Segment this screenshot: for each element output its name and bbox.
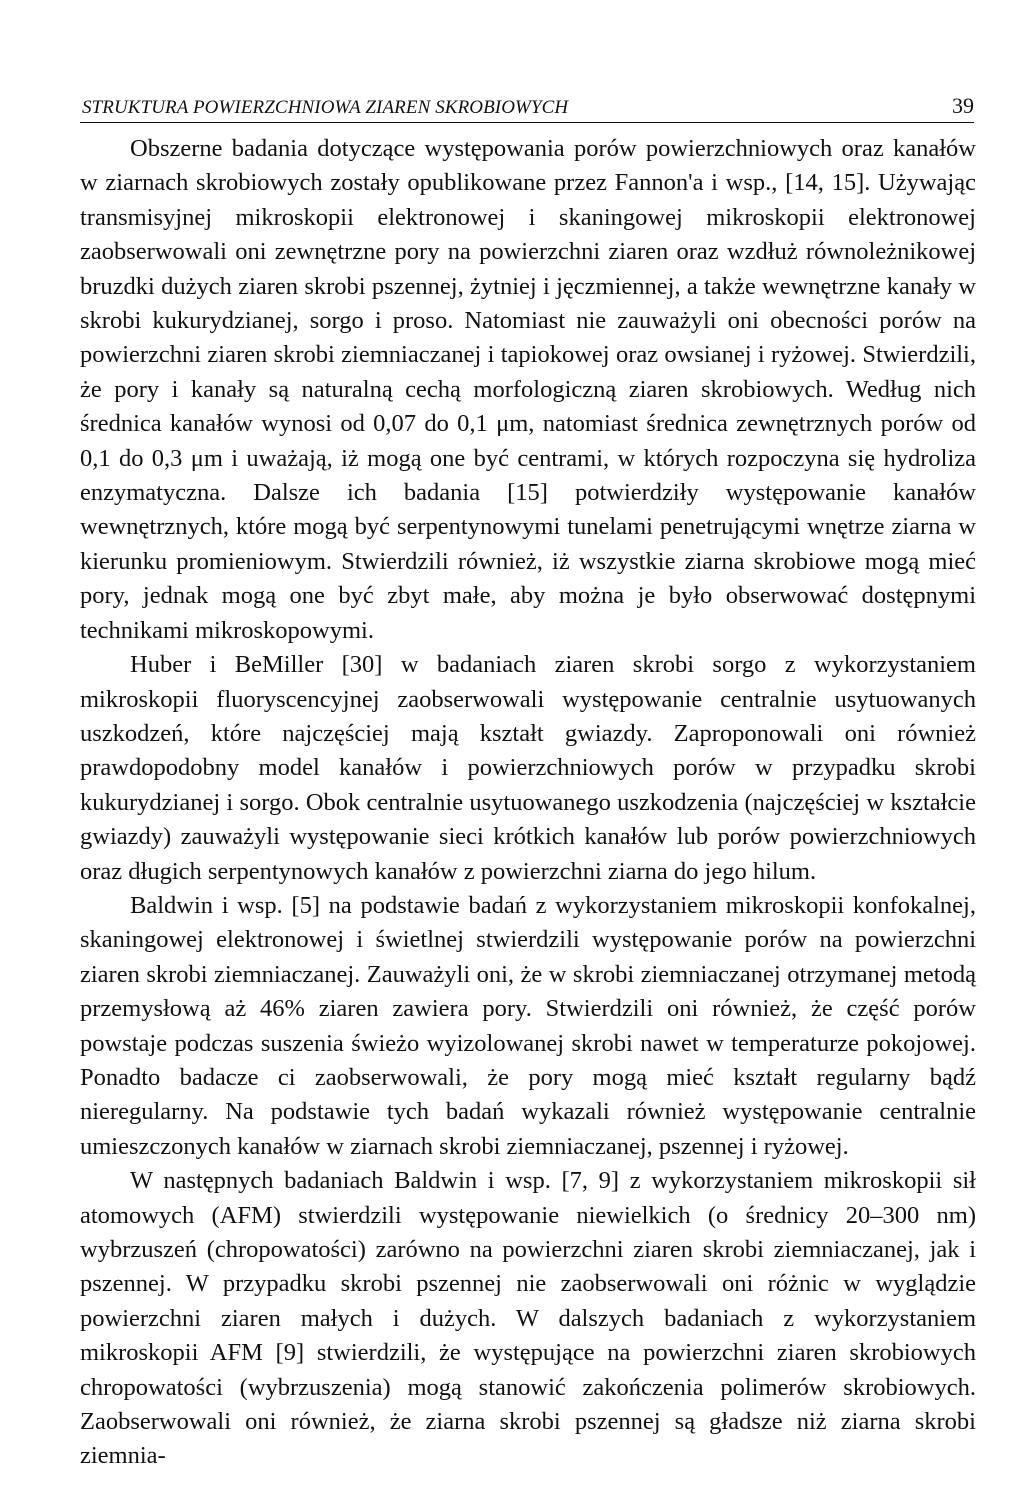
page-number: 39 [952, 93, 974, 118]
body-text [80, 132, 976, 1474]
paragraph-baldwin-pores: Baldwin i wsp. [5] na podstawie badań z wykorzystaniem mikroskopii konfokalnej, skaningowej elektronowej i świetlnej stwierdzili występowanie porów na powierzchni ziaren skrobi ziemniaczanej. Zauważyli oni, że w skrobi ziemniaczanej otrzymanej metodą przemysłową aż 46% ziaren zawiera pory. Stwierdzili oni również, że część porów powstaje podczas suszenia świeżo wyizolowanej skrobi nawet w temperaturze pokojowej. Ponadto badacze ci zaobserwowali, że pory mogą mieć kształt regularny bądź nieregularny. Na podstawie tych badań wykazali również występowanie centralnie umieszczonych kanałów w ziarnach skrobi ziemniaczanej, pszennej i ryżowej. [80, 891, 976, 1160]
running-header [80, 92, 974, 123]
running-title: STRUKTURA POWIERZCHNIOWA ZIAREN SKROBIOWYCH [82, 97, 569, 118]
paragraph-huber-bemiller: Huber i BeMiller [30] w badaniach ziaren skrobi sorgo z wykorzystaniem mikroskopii fluoryscencyjnej zaobserwowali występowanie centralnie usytuowanych uszkodzeń, które najczęściej mają kształt gwiazdy. Zaproponowali oni również prawdopodobny model kanałów i powierzchniowych porów w przypadku skrobi kukurydzianej i sorgo. Obok centralnie usytuowanego uszkodzenia (najczęściej w kształcie gwiazdy) zauważyli występowanie sieci krótkich kanałów lub porów powierzchniowych oraz długich serpentynowych kanałów z powierzchni ziarna do jego hilum. [80, 651, 976, 885]
paragraph-pores-and-channels: Obszerne badania dotyczące występowania porów powierzchniowych oraz kanałów w ziarnach skrobiowych zostały opublikowane przez Fannon'a i wsp., [14, 15]. Używając transmisyjnej mikroskopii elektronowej i skaningowej mikroskopii elektronowej zaobserwowali oni zewnętrzne pory na powierzchni ziaren oraz wzdłuż równoleżnikowej bruzdki dużych ziaren skrobi pszennej, żytniej i jęczmiennej, a także wewnętrzne kanały w skrobi kukurydzianej, sorgo i proso. Natomiast nie zauważyli oni obecności porów na powierzchni ziaren skrobi ziemniaczanej i tapiokowej oraz owsianej i ryżowej. Stwierdzili, że pory i kanały są naturalną cechą morfologiczną ziaren skrobiowych. Według nich średnica kanałów wynosi od 0,07 do 0,1 μm, natomiast średnica zewnętrznych porów od 0,1 do 0,3 μm i uważają, iż mogą one być centrami, w których rozpoczyna się hydroliza enzymatyczna. Dalsze ich badania [15] potwierdziły występowanie kanałów wewnętrznych, które mogą być serpentynowymi tunelami penetrującymi wnętrze ziarna w kierunku promieniowym. Stwierdzili również, iż wszystkie ziarna skrobiowe mogą mieć pory, jednak mogą one być zbyt małe, aby można je było obserwować dostępnymi technikami mikroskopowymi. [80, 135, 976, 644]
paragraph-baldwin-afm: W następnych badaniach Baldwin i wsp. [7, 9] z wykorzystaniem mikroskopii sił atomowych (AFM) stwierdzili występowanie niewielkich (o średnicy 20–300 nm) wybrzuszeń (chropowatości) zarówno na powierzchni ziaren skrobi ziemniaczanej, jak i pszennej. W przypadku skrobi pszennej nie zaobserwowali oni różnic w wyglądzie powierzchni ziaren małych i dużych. W dalszych badaniach z wykorzystaniem mikroskopii AFM [9] stwierdzili, że występujące na powierzchni ziaren skrobiowych chropowatości (wybrzuszenia) mogą stanowić zakończenia polimerów skrobiowych. Zaobserwowali oni również, że ziarna skrobi pszennej są gładsze niż ziarna skrobi ziemnia- [80, 1167, 976, 1470]
